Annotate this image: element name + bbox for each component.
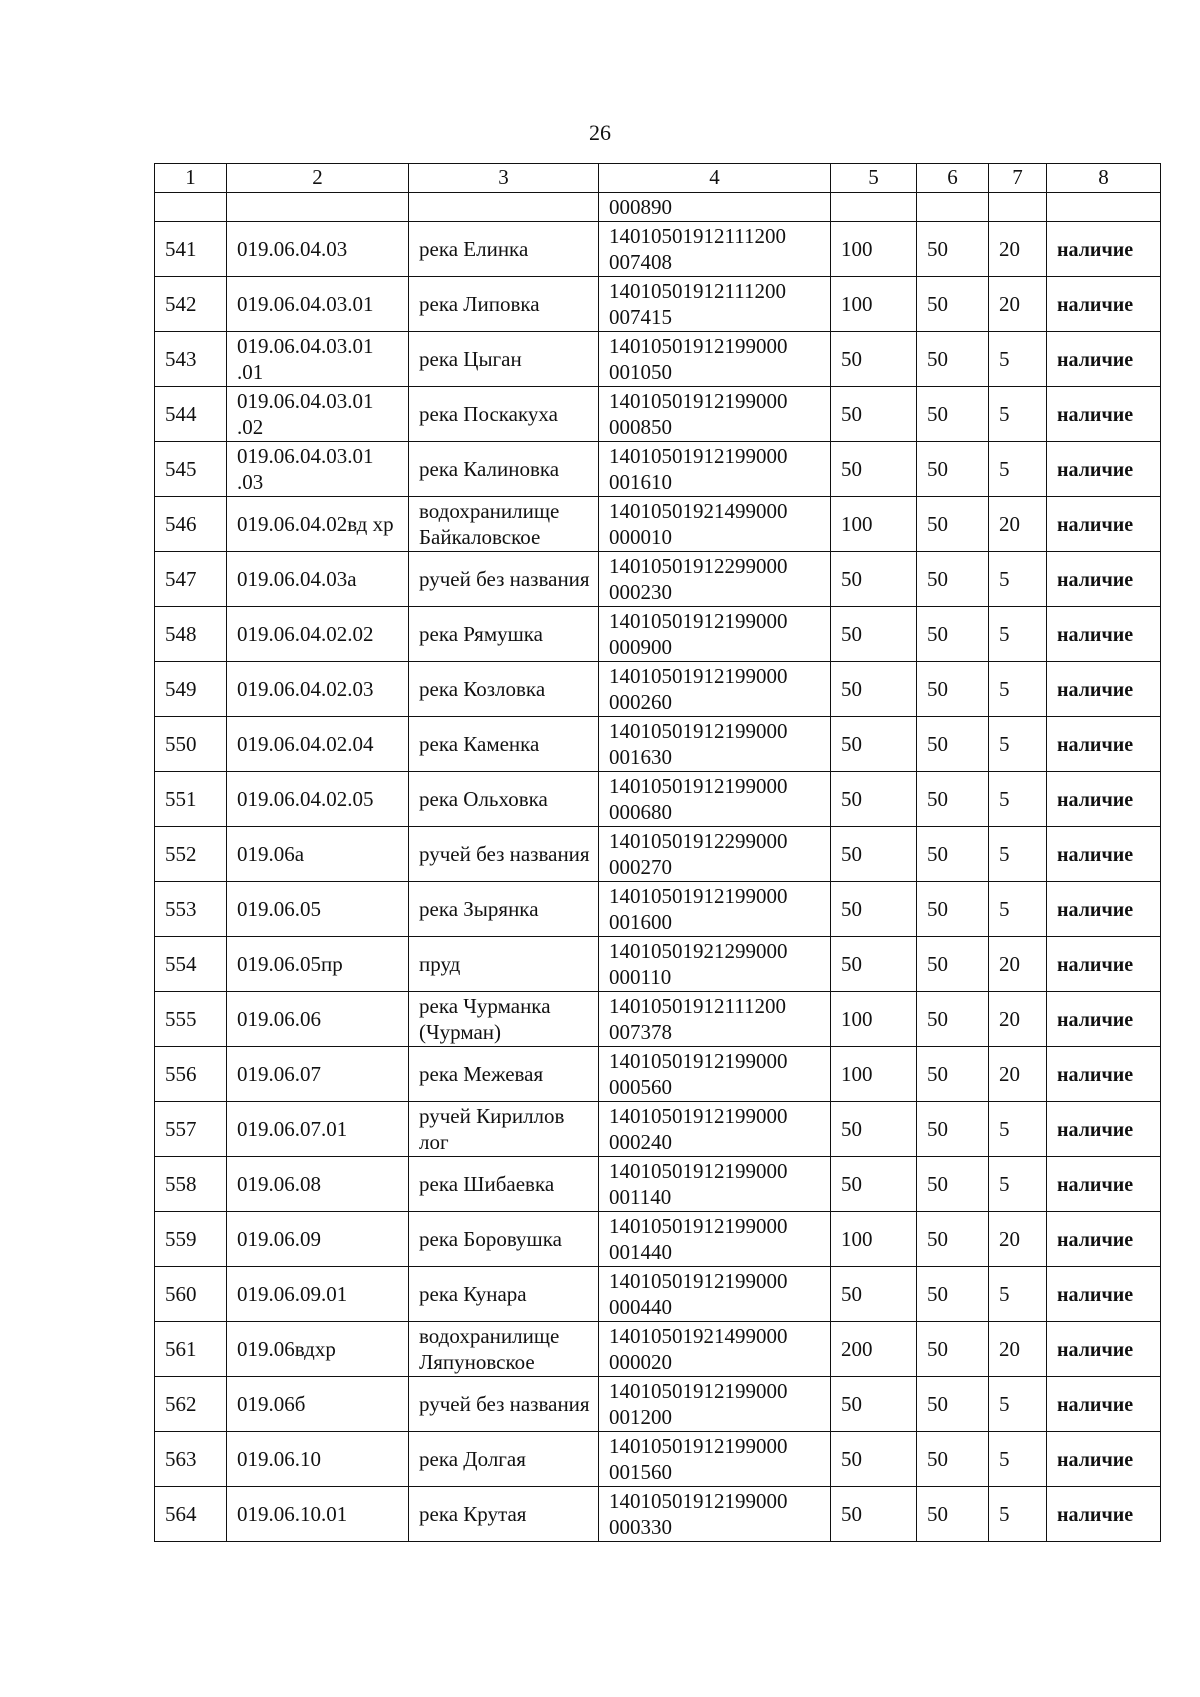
water-body-name-cell: река Елинка (409, 222, 599, 277)
row-number-cell: 557 (155, 1102, 227, 1157)
presence-cell: наличие (1047, 387, 1161, 442)
column-7-cell: 5 (989, 387, 1047, 442)
table-row (155, 1377, 1161, 1432)
row-number-cell: 550 (155, 717, 227, 772)
column-6-cell: 50 (917, 1487, 989, 1542)
presence-cell: наличие (1047, 1267, 1161, 1322)
column-7-cell: 5 (989, 1267, 1047, 1322)
column-7-cell: 20 (989, 222, 1047, 277)
column-7-cell: 5 (989, 442, 1047, 497)
registry-id-cell: 14010501912299000 000230 (599, 552, 831, 607)
code-cell: 019.06.05 (227, 882, 409, 937)
column-5-cell: 50 (831, 882, 917, 937)
column-5-cell: 50 (831, 1377, 917, 1432)
column-6-cell: 50 (917, 607, 989, 662)
table-row (155, 1267, 1161, 1322)
code-cell: 019.06.07.01 (227, 1102, 409, 1157)
header-row (155, 164, 1161, 193)
column-5-cell: 100 (831, 222, 917, 277)
column-7-cell: 5 (989, 332, 1047, 387)
column-7-cell: 5 (989, 772, 1047, 827)
code-cell: 019.06.09.01 (227, 1267, 409, 1322)
empty-cell (989, 193, 1047, 222)
column-7-cell: 5 (989, 552, 1047, 607)
registry-id-cell: 14010501912199000 001600 (599, 882, 831, 937)
column-header: 6 (917, 164, 989, 193)
row-number-cell: 547 (155, 552, 227, 607)
column-7-cell: 5 (989, 1432, 1047, 1487)
column-5-cell: 50 (831, 772, 917, 827)
presence-cell: наличие (1047, 662, 1161, 717)
empty-cell (1047, 193, 1161, 222)
table-row (155, 662, 1161, 717)
column-7-cell: 20 (989, 1212, 1047, 1267)
column-7-cell: 20 (989, 497, 1047, 552)
column-6-cell: 50 (917, 387, 989, 442)
code-cell: 019.06.04.02.04 (227, 717, 409, 772)
column-5-cell: 100 (831, 992, 917, 1047)
registry-id-cell: 14010501912199000 000440 (599, 1267, 831, 1322)
column-header: 3 (409, 164, 599, 193)
row-number-cell: 556 (155, 1047, 227, 1102)
column-header: 4 (599, 164, 831, 193)
registry-id-cell: 14010501912199000 001140 (599, 1157, 831, 1212)
row-number-cell: 564 (155, 1487, 227, 1542)
presence-cell: наличие (1047, 1432, 1161, 1487)
water-body-name-cell: водохранилище Байкаловское (409, 497, 599, 552)
column-6-cell: 50 (917, 442, 989, 497)
water-body-name-cell: ручей без названия (409, 827, 599, 882)
column-6-cell: 50 (917, 1377, 989, 1432)
code-cell: 019.06.04.03.01 .01 (227, 332, 409, 387)
column-7-cell: 20 (989, 1047, 1047, 1102)
column-6-cell: 50 (917, 277, 989, 332)
table-row (155, 607, 1161, 662)
water-body-name-cell: река Крутая (409, 1487, 599, 1542)
empty-cell (831, 193, 917, 222)
registry-id-cell: 14010501921499000 000020 (599, 1322, 831, 1377)
column-7-cell: 20 (989, 937, 1047, 992)
presence-cell: наличие (1047, 222, 1161, 277)
presence-cell: наличие (1047, 607, 1161, 662)
row-number-cell: 561 (155, 1322, 227, 1377)
column-7-cell: 20 (989, 1322, 1047, 1377)
row-number-cell: 559 (155, 1212, 227, 1267)
code-cell: 019.06б (227, 1377, 409, 1432)
column-6-cell: 50 (917, 882, 989, 937)
water-body-name-cell: река Липовка (409, 277, 599, 332)
registry-id-cell: 14010501912199000 001610 (599, 442, 831, 497)
column-6-cell: 50 (917, 662, 989, 717)
column-header: 8 (1047, 164, 1161, 193)
registry-id-cell: 14010501912199000 000900 (599, 607, 831, 662)
column-5-cell: 100 (831, 1212, 917, 1267)
registry-id-cell: 14010501912199000 000560 (599, 1047, 831, 1102)
column-5-cell: 100 (831, 277, 917, 332)
table-row (155, 332, 1161, 387)
row-number-cell: 549 (155, 662, 227, 717)
column-6-cell: 50 (917, 1432, 989, 1487)
column-5-cell: 50 (831, 1432, 917, 1487)
registry-id-cell: 14010501921299000 000110 (599, 937, 831, 992)
column-7-cell: 5 (989, 827, 1047, 882)
column-6-cell: 50 (917, 937, 989, 992)
presence-cell: наличие (1047, 1157, 1161, 1212)
column-5-cell: 50 (831, 607, 917, 662)
presence-cell: наличие (1047, 1487, 1161, 1542)
row-number-cell: 541 (155, 222, 227, 277)
column-7-cell: 20 (989, 277, 1047, 332)
column-7-cell: 5 (989, 717, 1047, 772)
registry-id-cell: 14010501912111200 007408 (599, 222, 831, 277)
presence-cell: наличие (1047, 277, 1161, 332)
water-body-name-cell: река Рямушка (409, 607, 599, 662)
registry-id-cell: 14010501912199000 000240 (599, 1102, 831, 1157)
column-6-cell: 50 (917, 1157, 989, 1212)
water-body-name-cell: река Калиновка (409, 442, 599, 497)
column-7-cell: 5 (989, 1487, 1047, 1542)
column-5-cell: 50 (831, 1102, 917, 1157)
presence-cell: наличие (1047, 1102, 1161, 1157)
code-cell: 019.06.09 (227, 1212, 409, 1267)
water-body-name-cell: водохранилище Ляпуновское (409, 1322, 599, 1377)
column-6-cell: 50 (917, 1047, 989, 1102)
continuation-row (155, 193, 1161, 222)
presence-cell: наличие (1047, 497, 1161, 552)
column-5-cell: 50 (831, 1157, 917, 1212)
row-number-cell: 542 (155, 277, 227, 332)
column-5-cell: 50 (831, 442, 917, 497)
row-number-cell: 551 (155, 772, 227, 827)
registry-id-cell: 14010501912199000 001630 (599, 717, 831, 772)
table-row (155, 222, 1161, 277)
column-5-cell: 50 (831, 1267, 917, 1322)
water-body-name-cell: ручей Кириллов лог (409, 1102, 599, 1157)
presence-cell: наличие (1047, 937, 1161, 992)
registry-id-cell: 14010501912199000 001050 (599, 332, 831, 387)
water-body-name-cell: река Поскакуха (409, 387, 599, 442)
presence-cell: наличие (1047, 717, 1161, 772)
row-number-cell: 544 (155, 387, 227, 442)
column-7-cell: 20 (989, 992, 1047, 1047)
presence-cell: наличие (1047, 882, 1161, 937)
continuation-id-cell: 000890 (599, 193, 831, 222)
registry-id-cell: 14010501912199000 001440 (599, 1212, 831, 1267)
column-7-cell: 5 (989, 1157, 1047, 1212)
table-row (155, 442, 1161, 497)
water-body-name-cell: река Боровушка (409, 1212, 599, 1267)
table-row (155, 1487, 1161, 1542)
water-body-name-cell: река Межевая (409, 1047, 599, 1102)
row-number-cell: 546 (155, 497, 227, 552)
table-row (155, 497, 1161, 552)
column-7-cell: 5 (989, 662, 1047, 717)
water-body-name-cell: река Шибаевка (409, 1157, 599, 1212)
row-number-cell: 553 (155, 882, 227, 937)
column-7-cell: 5 (989, 882, 1047, 937)
code-cell: 019.06.04.03 (227, 222, 409, 277)
column-5-cell: 100 (831, 497, 917, 552)
column-header: 7 (989, 164, 1047, 193)
registry-id-cell: 14010501912111200 007415 (599, 277, 831, 332)
column-7-cell: 5 (989, 607, 1047, 662)
column-6-cell: 50 (917, 1267, 989, 1322)
code-cell: 019.06.04.02.02 (227, 607, 409, 662)
water-body-name-cell: река Козловка (409, 662, 599, 717)
column-6-cell: 50 (917, 827, 989, 882)
row-number-cell: 558 (155, 1157, 227, 1212)
registry-id-cell: 14010501912199000 001560 (599, 1432, 831, 1487)
table-row (155, 717, 1161, 772)
empty-cell (917, 193, 989, 222)
registry-id-cell: 14010501912199000 000330 (599, 1487, 831, 1542)
column-6-cell: 50 (917, 1212, 989, 1267)
table-row (155, 1322, 1161, 1377)
row-number-cell: 552 (155, 827, 227, 882)
presence-cell: наличие (1047, 1377, 1161, 1432)
water-body-name-cell: река Зырянка (409, 882, 599, 937)
water-body-name-cell: река Ольховка (409, 772, 599, 827)
code-cell: 019.06.10 (227, 1432, 409, 1487)
water-bodies-table (154, 163, 1161, 1542)
column-6-cell: 50 (917, 332, 989, 387)
table-row (155, 882, 1161, 937)
table-row (155, 1157, 1161, 1212)
column-5-cell: 50 (831, 827, 917, 882)
presence-cell: наличие (1047, 1322, 1161, 1377)
column-5-cell: 50 (831, 662, 917, 717)
registry-id-cell: 14010501912199000 001200 (599, 1377, 831, 1432)
code-cell: 019.06.04.02.05 (227, 772, 409, 827)
table-row (155, 827, 1161, 882)
table-row (155, 937, 1161, 992)
presence-cell: наличие (1047, 992, 1161, 1047)
column-7-cell: 5 (989, 1377, 1047, 1432)
row-number-cell: 563 (155, 1432, 227, 1487)
table-row (155, 1432, 1161, 1487)
code-cell: 019.06.04.03а (227, 552, 409, 607)
code-cell: 019.06.04.03.01 (227, 277, 409, 332)
column-6-cell: 50 (917, 992, 989, 1047)
row-number-cell: 545 (155, 442, 227, 497)
column-5-cell: 50 (831, 1487, 917, 1542)
row-number-cell: 554 (155, 937, 227, 992)
empty-cell (409, 193, 599, 222)
presence-cell: наличие (1047, 827, 1161, 882)
code-cell: 019.06.04.02вд хр (227, 497, 409, 552)
presence-cell: наличие (1047, 1212, 1161, 1267)
page-number: 26 (589, 120, 611, 145)
table-row (155, 277, 1161, 332)
presence-cell: наличие (1047, 552, 1161, 607)
table-row (155, 1212, 1161, 1267)
water-body-name-cell: пруд (409, 937, 599, 992)
column-5-cell: 50 (831, 937, 917, 992)
presence-cell: наличие (1047, 772, 1161, 827)
registry-id-cell: 14010501921499000 000010 (599, 497, 831, 552)
column-5-cell: 50 (831, 552, 917, 607)
code-cell: 019.06вдхр (227, 1322, 409, 1377)
column-6-cell: 50 (917, 497, 989, 552)
column-header: 1 (155, 164, 227, 193)
water-body-name-cell: река Долгая (409, 1432, 599, 1487)
table-row (155, 772, 1161, 827)
presence-cell: наличие (1047, 442, 1161, 497)
table-row (155, 387, 1161, 442)
column-5-cell: 200 (831, 1322, 917, 1377)
code-cell: 019.06.07 (227, 1047, 409, 1102)
column-5-cell: 100 (831, 1047, 917, 1102)
code-cell: 019.06.08 (227, 1157, 409, 1212)
column-6-cell: 50 (917, 552, 989, 607)
code-cell: 019.06.04.03.01 .03 (227, 442, 409, 497)
row-number-cell: 543 (155, 332, 227, 387)
code-cell: 019.06а (227, 827, 409, 882)
registry-id-cell: 14010501912111200 007378 (599, 992, 831, 1047)
row-number-cell: 548 (155, 607, 227, 662)
table-row (155, 1047, 1161, 1102)
water-body-name-cell: река Каменка (409, 717, 599, 772)
water-body-name-cell: ручей без названия (409, 552, 599, 607)
registry-id-cell: 14010501912299000 000270 (599, 827, 831, 882)
presence-cell: наличие (1047, 332, 1161, 387)
column-header: 2 (227, 164, 409, 193)
code-cell: 019.06.04.03.01 .02 (227, 387, 409, 442)
code-cell: 019.06.04.02.03 (227, 662, 409, 717)
column-header: 5 (831, 164, 917, 193)
empty-cell (227, 193, 409, 222)
column-5-cell: 50 (831, 717, 917, 772)
registry-id-cell: 14010501912199000 000850 (599, 387, 831, 442)
column-6-cell: 50 (917, 717, 989, 772)
column-6-cell: 50 (917, 1102, 989, 1157)
water-body-name-cell: река Цыган (409, 332, 599, 387)
empty-cell (155, 193, 227, 222)
water-body-name-cell: река Кунара (409, 1267, 599, 1322)
presence-cell: наличие (1047, 1047, 1161, 1102)
column-7-cell: 5 (989, 1102, 1047, 1157)
table-row (155, 992, 1161, 1047)
code-cell: 019.06.10.01 (227, 1487, 409, 1542)
water-body-name-cell: ручей без названия (409, 1377, 599, 1432)
column-5-cell: 50 (831, 332, 917, 387)
water-body-name-cell: река Чурманка (Чурман) (409, 992, 599, 1047)
code-cell: 019.06.06 (227, 992, 409, 1047)
row-number-cell: 560 (155, 1267, 227, 1322)
column-6-cell: 50 (917, 1322, 989, 1377)
registry-id-cell: 14010501912199000 000680 (599, 772, 831, 827)
column-6-cell: 50 (917, 222, 989, 277)
row-number-cell: 562 (155, 1377, 227, 1432)
table-row (155, 1102, 1161, 1157)
row-number-cell: 555 (155, 992, 227, 1047)
code-cell: 019.06.05пр (227, 937, 409, 992)
column-5-cell: 50 (831, 387, 917, 442)
column-6-cell: 50 (917, 772, 989, 827)
registry-id-cell: 14010501912199000 000260 (599, 662, 831, 717)
table-row (155, 552, 1161, 607)
